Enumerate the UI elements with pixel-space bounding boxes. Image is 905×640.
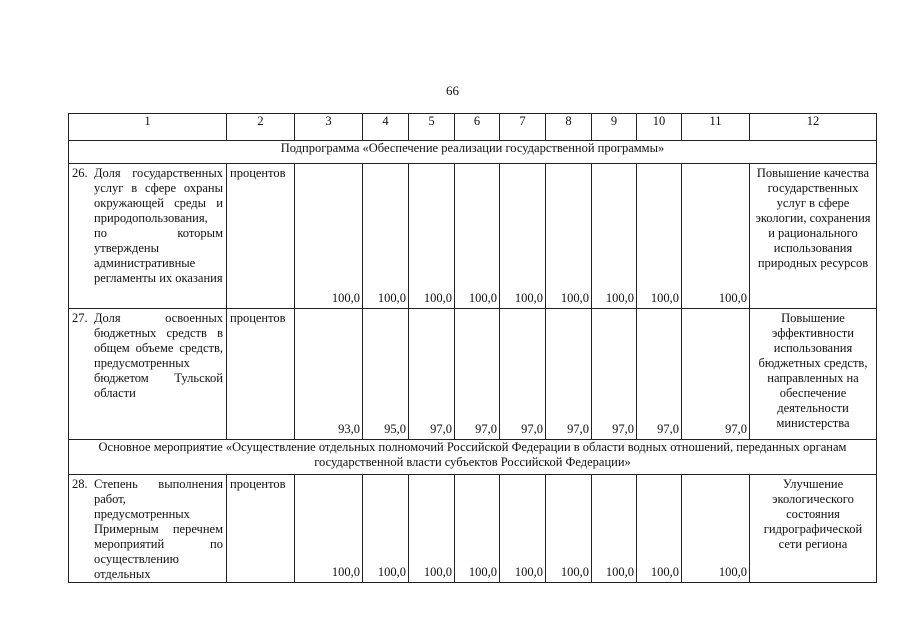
value-cell: 100,0 [455, 164, 500, 309]
unit-cell: процентов [227, 164, 295, 309]
row-number: 26. [72, 166, 88, 180]
row-number: 27. [72, 311, 88, 325]
value-cell: 97,0 [455, 309, 500, 440]
row-number: 28. [72, 477, 88, 491]
indicator-cell [69, 475, 227, 583]
value-cell: 100,0 [363, 475, 409, 583]
result-cell: Улучшение экологического состояния гидрографической сети региона [750, 475, 877, 583]
page-number: 66 [446, 83, 459, 98]
column-header: 3 [295, 114, 363, 141]
column-header: 10 [637, 114, 682, 141]
column-header: 9 [592, 114, 637, 141]
indicator-cell [69, 309, 227, 440]
column-header: 12 [750, 114, 877, 141]
value-cell: 93,0 [295, 309, 363, 440]
value-cell: 97,0 [592, 309, 637, 440]
value-cell: 100,0 [455, 475, 500, 583]
unit-cell: процентов [227, 309, 295, 440]
value-cell: 100,0 [682, 475, 750, 583]
column-header: 8 [546, 114, 592, 141]
value-cell: 97,0 [500, 309, 546, 440]
section-title: Основное мероприятие «Осуществление отдельных полномочий Российской Федерации в области водных отношений, переданных органам государственной власти субъектов Российской Федерации» [69, 440, 877, 475]
result-cell: Повышение качества государственных услуг в сфере экологии, сохранения и рационального использования природных ресурсов [750, 164, 877, 309]
column-header: 6 [455, 114, 500, 141]
column-header: 5 [409, 114, 455, 141]
table-row [69, 309, 877, 440]
value-cell: 100,0 [546, 164, 592, 309]
value-cell: 100,0 [637, 475, 682, 583]
section-row [69, 440, 877, 475]
indicators-table [68, 113, 877, 583]
value-cell: 100,0 [682, 164, 750, 309]
value-cell: 100,0 [295, 164, 363, 309]
table-row [69, 164, 877, 309]
value-cell: 95,0 [363, 309, 409, 440]
table-row [69, 475, 877, 583]
value-cell: 97,0 [546, 309, 592, 440]
column-header: 11 [682, 114, 750, 141]
table-header-row [69, 114, 877, 141]
value-cell: 100,0 [592, 475, 637, 583]
value-cell: 100,0 [637, 164, 682, 309]
value-cell: 97,0 [637, 309, 682, 440]
result-cell: Повышение эффективности использования бюджетных средств, направленных на обеспечение деятельности министерства [750, 309, 877, 440]
column-header: 2 [227, 114, 295, 141]
indicator-name: Степень выполнения работ, предусмотренных Примерным перечнем мероприятий по осуществлению отдельных [94, 477, 223, 581]
column-header: 4 [363, 114, 409, 141]
indicator-name: Доля государственных услуг в сфере охраны окружающей среды и природопользования, по которым утверждены административные регламенты их оказания [94, 166, 223, 285]
value-cell: 100,0 [546, 475, 592, 583]
unit-cell: процентов [227, 475, 295, 583]
column-header: 7 [500, 114, 546, 141]
section-row [69, 141, 877, 164]
value-cell: 100,0 [500, 164, 546, 309]
value-cell: 100,0 [363, 164, 409, 309]
indicator-cell [69, 164, 227, 309]
column-header: 1 [69, 114, 227, 141]
value-cell: 100,0 [409, 164, 455, 309]
value-cell: 100,0 [295, 475, 363, 583]
section-title: Подпрограмма «Обеспечение реализации государственной программы» [69, 141, 877, 164]
value-cell: 97,0 [682, 309, 750, 440]
value-cell: 100,0 [500, 475, 546, 583]
value-cell: 100,0 [592, 164, 637, 309]
indicator-name: Доля освоенных бюджетных средств в общем объеме средств, предусмотренных бюджетом Тульской области [94, 311, 223, 400]
value-cell: 100,0 [409, 475, 455, 583]
value-cell: 97,0 [409, 309, 455, 440]
